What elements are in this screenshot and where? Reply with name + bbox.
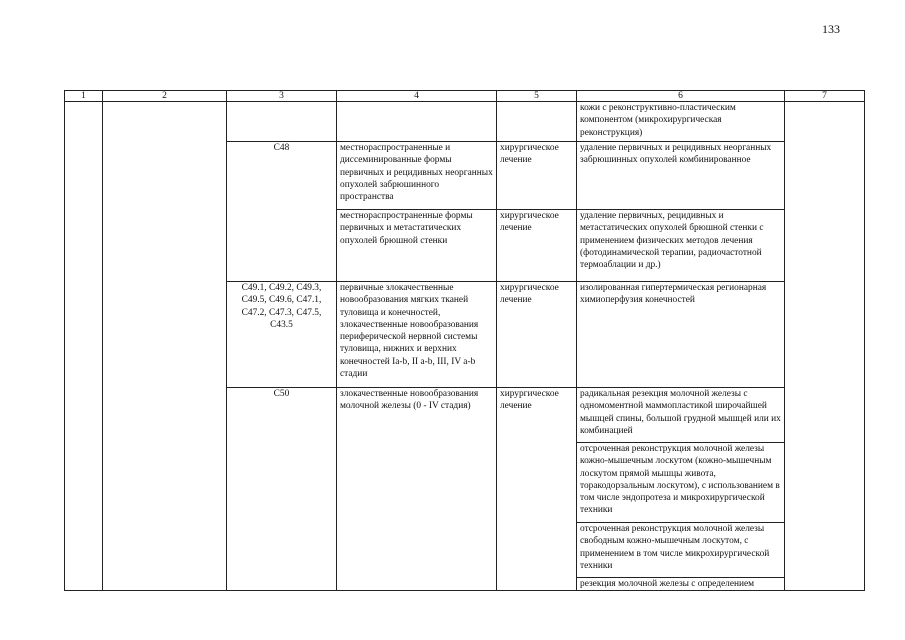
column-number-7: 7 bbox=[785, 91, 865, 102]
method-cell: резекция молочной железы с определением bbox=[577, 578, 785, 591]
cell-col2 bbox=[103, 102, 227, 591]
column-number-4: 4 bbox=[337, 91, 497, 102]
page-number: 133 bbox=[822, 22, 840, 36]
code-cell: C48 bbox=[227, 142, 337, 282]
cell-col1 bbox=[65, 102, 103, 591]
method-cell: отсроченная реконструкция молочной железы кожно-мышечным лоскутом (кожно-мышечным лоскутом прямой мышцы живота, торакодорзальным лоскутом), с использованием в том числе эндопротеза и микрохирургической техники bbox=[577, 443, 785, 523]
procedures-table bbox=[64, 90, 865, 591]
code-cell: C50 bbox=[227, 388, 337, 591]
model-cell: первичные злокачественные новообразования мягких тканей туловища и конечностей, злокачественные новообразования периферической нервной системы туловища, нижних и верхних конечностей Ia-b, II a-b, III, IV a-b стадии bbox=[337, 282, 497, 388]
treatment-cell: хирургическое лечение bbox=[497, 210, 577, 282]
column-number-1: 1 bbox=[65, 91, 103, 102]
treatment-cell: хирургическое лечение bbox=[497, 142, 577, 210]
treatment-cell: хирургическое лечение bbox=[497, 282, 577, 388]
code-cell bbox=[227, 102, 337, 142]
column-number-2: 2 bbox=[103, 91, 227, 102]
method-cell: изолированная гипертермическая регионарная химиоперфузия конечностей bbox=[577, 282, 785, 388]
model-cell: злокачественные новообразования молочной железы (0 - IV стадия) bbox=[337, 388, 497, 591]
column-number-3: 3 bbox=[227, 91, 337, 102]
column-number-row bbox=[65, 91, 865, 102]
method-cell: удаление первичных, рецидивных и метастатических опухолей брюшной стенки с применением физических методов лечения (фотодинамической терапии, радиочастотной термоаблации и др.) bbox=[577, 210, 785, 282]
method-cell: кожи с реконструктивно-пластическим компонентом (микрохирургическая реконструкция) bbox=[577, 102, 785, 142]
model-cell: местнораспространенные и диссеминированные формы первичных и рецидивных неорганных опухолей забрюшинного пространства bbox=[337, 142, 497, 210]
code-cell: C49.1, C49.2, C49.3, C49.5, C49.6, C47.1, C47.2, C47.3, C47.5, C43.5 bbox=[227, 282, 337, 388]
model-cell bbox=[337, 102, 497, 142]
treatment-cell bbox=[497, 102, 577, 142]
method-cell: удаление первичных и рецидивных неорганных забрюшинных опухолей комбинированное bbox=[577, 142, 785, 210]
column-number-5: 5 bbox=[497, 91, 577, 102]
table-row bbox=[65, 102, 865, 142]
method-cell: отсроченная реконструкция молочной железы свободным кожно-мышечным лоскутом, с применением в том числе микрохирургической техники bbox=[577, 523, 785, 578]
method-cell: радикальная резекция молочной железы с одномоментной маммопластикой широчайшей мышцей спины, большой грудной мышцей или их комбинацией bbox=[577, 388, 785, 443]
column-number-6: 6 bbox=[577, 91, 785, 102]
model-cell: местнораспространенные формы первичных и метастатических опухолей брюшной стенки bbox=[337, 210, 497, 282]
cell-col7 bbox=[785, 102, 865, 591]
treatment-cell: хирургическое лечение bbox=[497, 388, 577, 591]
